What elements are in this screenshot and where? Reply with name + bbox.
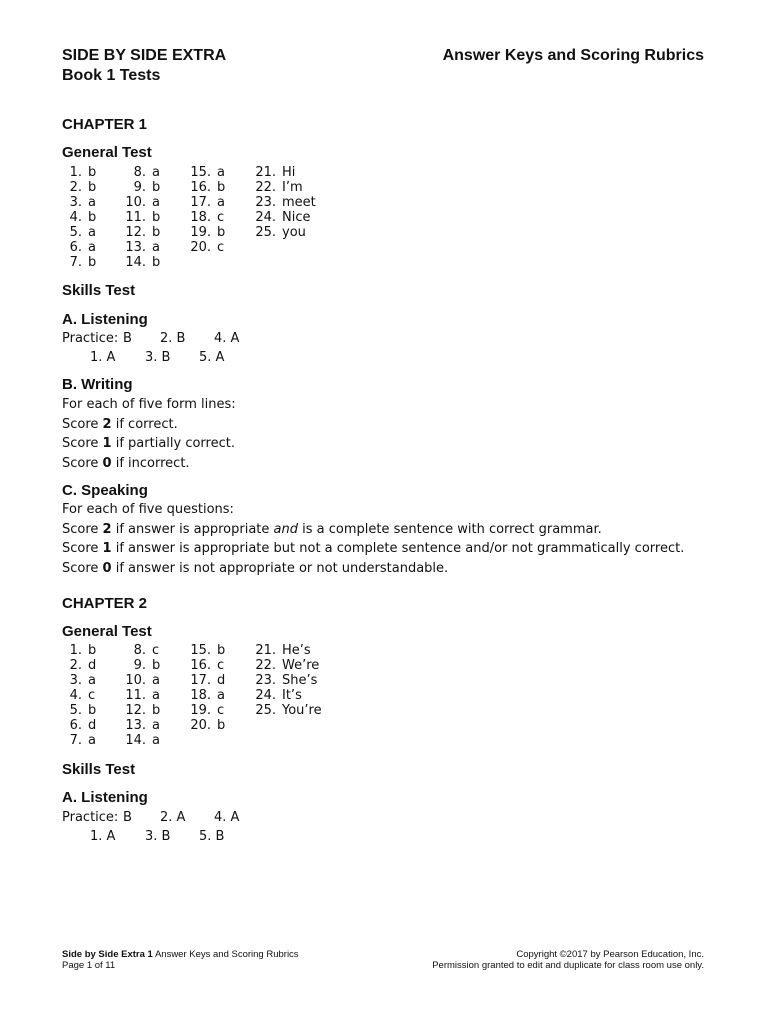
answer-item: 16. b bbox=[190, 180, 226, 195]
footer-permission: Permission granted to edit and duplicate for class room use only. bbox=[432, 960, 704, 971]
rubric-line: Score 0 if incorrect. bbox=[62, 455, 190, 471]
answer-item: 23. She’s bbox=[255, 673, 318, 688]
answer-item: 20. b bbox=[190, 718, 226, 733]
answer-item: 23. meet bbox=[255, 195, 316, 210]
answer-item: 12. b bbox=[125, 225, 161, 240]
rubric-line: Score 0 if answer is not appropriate or not understandable. bbox=[62, 560, 449, 576]
answer-item: 3. a bbox=[69, 195, 96, 210]
rubric-line: Score 1 if answer is appropriate but not a complete sentence and/or not grammatically correct. bbox=[62, 541, 685, 556]
chapter-1-skills-test-title: Skills Test bbox=[62, 282, 136, 299]
answer-column-1 bbox=[62, 643, 96, 748]
answer-item: 25. You’re bbox=[255, 703, 322, 718]
doc-title: SIDE BY SIDE EXTRA bbox=[62, 47, 227, 64]
answer-item: 21. He’s bbox=[255, 643, 311, 658]
answer-column-2 bbox=[124, 643, 160, 748]
rubric-line: Score 2 if answer is appropriate and is a complete sentence with correct grammar. bbox=[62, 521, 602, 537]
chapter-1-writing-title: B. Writing bbox=[62, 376, 133, 393]
chapter-1-writing-rubric: For each of five form lines: Score 2 if correct. Score 1 if partially correct. Score 0 if incorrect. bbox=[62, 395, 236, 473]
answer-item: 1. b bbox=[69, 165, 97, 180]
answer-column-4 bbox=[254, 643, 322, 718]
answer-item: 7. a bbox=[69, 733, 96, 748]
footer-right bbox=[432, 949, 704, 971]
answer-item: 9. b bbox=[133, 180, 161, 195]
answer-item: 2. b bbox=[69, 180, 97, 195]
chapter-1-general-test-title: General Test bbox=[62, 144, 152, 161]
answer-item: 8. c bbox=[133, 643, 160, 658]
answer-item: 15. b bbox=[190, 643, 226, 658]
footer-book-title: Side by Side Extra 1 Answer Keys and Scoring Rubrics bbox=[62, 949, 299, 960]
chapter-2-listening-practice-row: Practice: B 2. A 4. A bbox=[62, 810, 240, 825]
answer-item: 13. a bbox=[125, 718, 160, 733]
answer-item: 5. b bbox=[69, 703, 97, 718]
answer-item: 20. c bbox=[190, 240, 225, 255]
answer-item: 13. a bbox=[125, 240, 160, 255]
doc-right-title: Answer Keys and Scoring Rubrics bbox=[442, 47, 704, 64]
answer-item: 6. a bbox=[69, 240, 96, 255]
answer-column-2 bbox=[124, 165, 160, 270]
answer-column-1 bbox=[62, 165, 96, 270]
answer-item: 24. It’s bbox=[255, 688, 302, 703]
answer-item: 18. c bbox=[190, 210, 225, 225]
answer-item: 24. Nice bbox=[255, 210, 311, 225]
answer-column-3 bbox=[189, 165, 225, 255]
chapter-1-heading: CHAPTER 1 bbox=[62, 116, 148, 133]
answer-item: 4. b bbox=[69, 210, 97, 225]
answer-item: 25. you bbox=[255, 225, 306, 240]
answer-item: 2. d bbox=[69, 658, 97, 673]
answer-item: 10. a bbox=[125, 195, 160, 210]
doc-subtitle: Book 1 Tests bbox=[62, 67, 161, 84]
chapter-2-general-test-title: General Test bbox=[62, 623, 152, 640]
answer-item: 11. b bbox=[125, 210, 161, 225]
chapter-1-listening-practice-row: Practice: B 2. B 4. A bbox=[62, 331, 240, 346]
chapter-1-speaking-title: C. Speaking bbox=[62, 482, 148, 499]
answer-item: 14. a bbox=[125, 733, 160, 748]
answer-item: 12. b bbox=[125, 703, 161, 718]
chapter-2-skills-test-title: Skills Test bbox=[62, 761, 136, 778]
chapter-2-heading: CHAPTER 2 bbox=[62, 595, 148, 612]
answer-item: 11. a bbox=[125, 688, 160, 703]
rubric-line: Score 1 if partially correct. bbox=[62, 436, 235, 451]
chapter-1-listening-title: A. Listening bbox=[62, 311, 148, 328]
answer-item: 14. b bbox=[125, 255, 161, 270]
answer-column-3 bbox=[189, 643, 225, 733]
footer-page-number: Page 1 of 11 bbox=[62, 960, 116, 971]
answer-item: 7. b bbox=[69, 255, 97, 270]
answer-item: 6. d bbox=[69, 718, 97, 733]
footer-left bbox=[62, 949, 299, 971]
answer-item: 3. a bbox=[69, 673, 96, 688]
answer-item: 10. a bbox=[125, 673, 160, 688]
answer-item: 22. I’m bbox=[255, 180, 303, 195]
answer-item: 4. c bbox=[69, 688, 96, 703]
answer-item: 19. b bbox=[190, 225, 226, 240]
answer-item: 21. Hi bbox=[255, 165, 296, 180]
answer-item: 1. b bbox=[69, 643, 97, 658]
answer-item: 18. a bbox=[190, 688, 225, 703]
footer-copyright: Copyright ©2017 by Pearson Education, Inc. bbox=[516, 949, 704, 960]
answer-item: 16. c bbox=[190, 658, 225, 673]
chapter-2-listening-title: A. Listening bbox=[62, 789, 148, 806]
answer-item: 22. We’re bbox=[255, 658, 320, 673]
answer-item: 15. a bbox=[190, 165, 225, 180]
answer-item: 5. a bbox=[69, 225, 96, 240]
rubric-line: Score 2 if correct. bbox=[62, 416, 178, 432]
answer-item: 19. c bbox=[190, 703, 225, 718]
answer-item: 9. b bbox=[133, 658, 161, 673]
chapter-1-speaking-rubric: For each of five questions: Score 2 if answer is appropriate and is a complete sentence with correct grammar. Score 1 if answer is appropriate but not a complete sentence and/or not grammatically correct. Score 0 if answer is not appropriate or not understandable. bbox=[62, 500, 684, 578]
answer-item: 8. a bbox=[133, 165, 160, 180]
answer-column-4 bbox=[254, 165, 316, 240]
answer-item: 17. d bbox=[190, 673, 226, 688]
answer-item: 17. a bbox=[190, 195, 225, 210]
